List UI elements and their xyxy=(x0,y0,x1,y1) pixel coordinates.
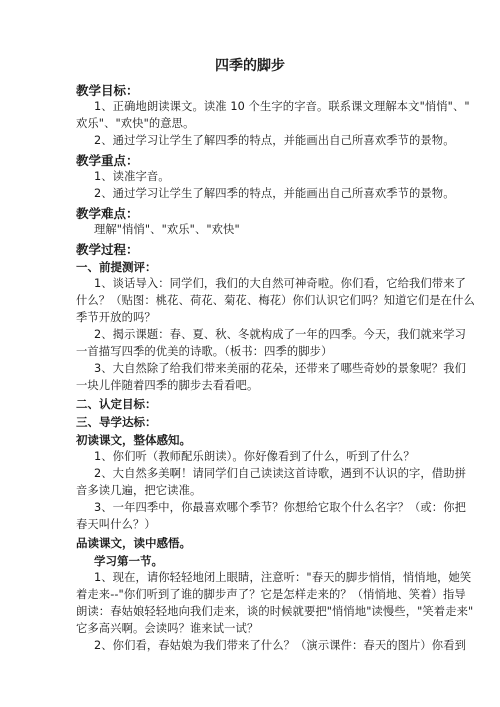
key-line-2: 2、通过学习让学生了解四季的特点，并能画出自己所喜欢季节的景物。 xyxy=(94,187,455,200)
study-line-1c: 朗读：春姑娘轻轻地向我们走来，谈的时候就要把"悄悄地"读慢些，"笑着走来" xyxy=(76,605,474,618)
pre-assessment-heading: 一、前提测评： xyxy=(76,260,157,274)
study-section-one-heading: 学习第一节。 xyxy=(94,554,163,568)
difficult-line-1: 理解"悄悄"、"欢乐"、"欢快" xyxy=(94,223,240,236)
teaching-goals-heading: 教学目标： xyxy=(76,83,139,98)
goal-line-1b: 欢乐"、"欢快"的意思。 xyxy=(76,117,195,130)
key-points-heading: 教学重点： xyxy=(76,153,139,168)
pre-line-1a: 1、谈话导入：同学们，我们的大自然可神奇啦。你们看，它给我们带来了 xyxy=(94,277,466,290)
pre-line-3a: 3、大自然除了给我们带来美丽的花朵，还带来了哪些奇妙的景象呢？我们 xyxy=(94,362,466,375)
pre-line-1b: 什么？（贴图：桃花、荷花、菊花、梅花）你们认识它们吗？知道它们是在什么 xyxy=(76,294,475,307)
difficult-points-heading: 教学难点： xyxy=(76,206,139,221)
read-line-2a: 2、大自然多美啊！请同学们自己读读这首诗歌，遇到不认识的字，借助拼 xyxy=(94,467,466,480)
study-line-1a: 1、现在，请你轻轻地闭上眼睛，注意听："春天的脚步悄悄，悄悄地，她笑 xyxy=(94,571,472,584)
study-line-1b: 着走来--"你们听到了谁的脚步声了？它是怎样走来的？（悄悄地、笑着）指导 xyxy=(76,588,466,601)
guided-learning-heading: 三、导学达标： xyxy=(76,415,157,429)
goal-line-2: 2、通过学习让学生了解四季的特点，并能画出自己所喜欢季节的景物。 xyxy=(94,134,455,147)
read-line-3a: 3、一年四季中，你最喜欢哪个季节？你想给它取个什么名字？（或：你把 xyxy=(94,501,466,514)
goal-line-1a: 1、正确地朗读课文。读准 10 个生字的字音。联系课文理解本文"悄悄"、" xyxy=(94,100,470,113)
key-line-1: 1、读准字音。 xyxy=(94,170,170,183)
read-line-2b: 音多读几遍，把它读准。 xyxy=(76,484,202,497)
pre-line-2b: 一首描写四季的优美的诗歌。（板书：四季的脚步） xyxy=(76,345,333,358)
pre-line-3b: 一块儿伴随着四季的脚步去看看吧。 xyxy=(76,379,259,392)
document-title: 四季的脚步 xyxy=(215,58,285,74)
pre-line-2a: 2、揭示课题：春、夏、秋、冬就构成了一年的四季。今天，我们就来学习 xyxy=(94,328,466,341)
study-line-2a: 2、你们看，春姑娘为我们带来了什么？（演示课件：春天的图片）你看到 xyxy=(94,639,466,652)
pre-line-1c: 季节开放的吗？ xyxy=(76,311,156,324)
close-reading-heading: 品读课文，读中感悟。 xyxy=(76,536,191,550)
read-line-1: 1、你们听（教师配乐朗读）。你好像看到了什么，听到了什么？ xyxy=(94,450,415,463)
read-line-3b: 春天叫什么？） xyxy=(76,518,156,531)
first-reading-heading: 初读课文，整体感知。 xyxy=(76,433,191,447)
confirm-goals-heading: 二、认定目标： xyxy=(76,397,157,411)
teaching-process-heading: 教学过程： xyxy=(76,242,139,257)
study-line-1d: 它多高兴啊。会读吗？谁来试一试？ xyxy=(76,622,259,635)
